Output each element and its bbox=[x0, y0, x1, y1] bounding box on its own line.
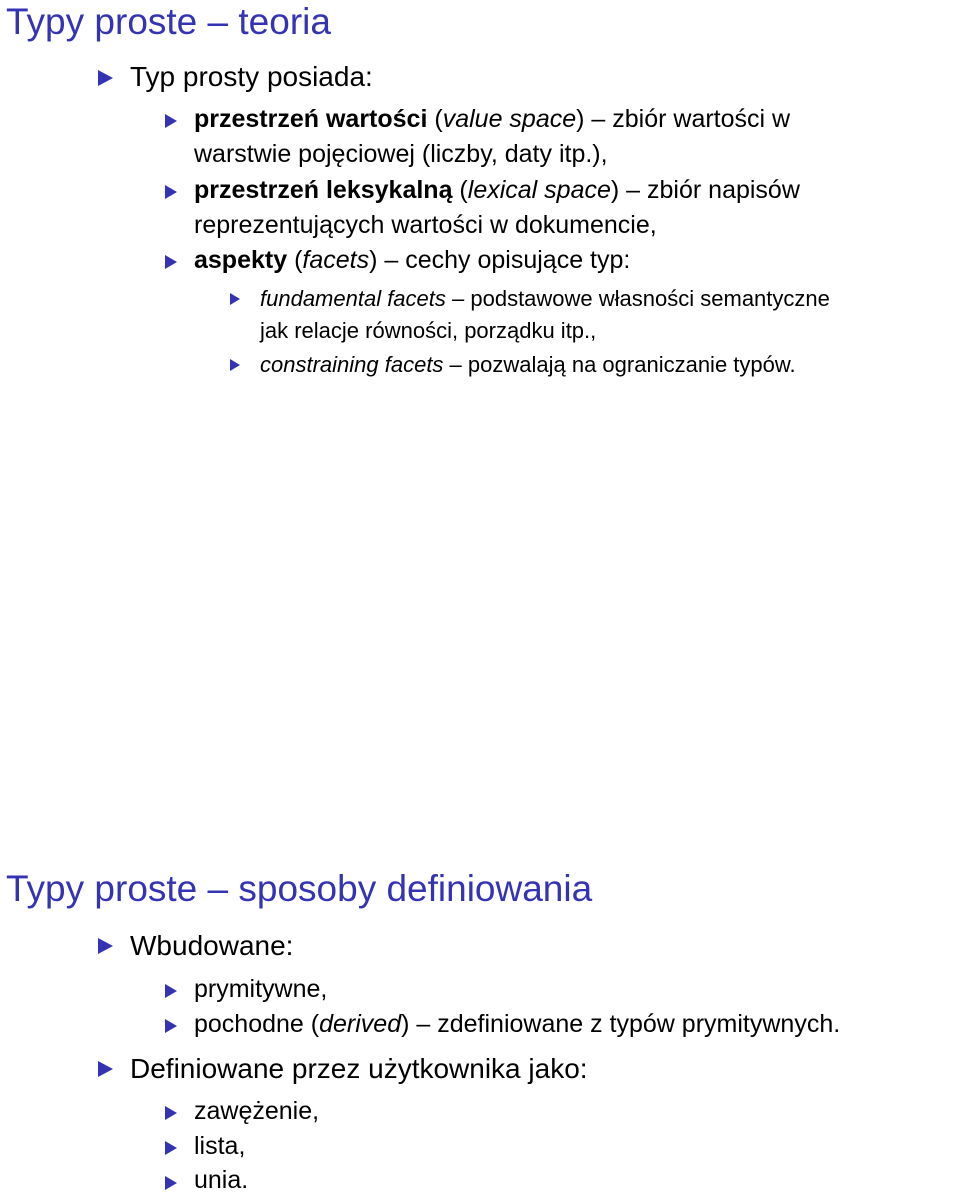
bullet-triangle-icon bbox=[165, 185, 177, 199]
bullet-triangle-icon bbox=[98, 70, 113, 86]
slide-title-2: Typy proste – sposoby definiowania bbox=[6, 868, 593, 909]
sub-item-pochodne: pochodne (derived) – zdefiniowane z typów prymitywnych. bbox=[194, 1010, 841, 1038]
sub-item-value-space: przestrzeń wartości (value space) – zbiór wartości w bbox=[194, 105, 791, 133]
sub-item-lexical-space-line2: reprezentujących wartości w dokumencie, bbox=[194, 211, 657, 239]
sub-item-value-space-line2: warstwie pojęciowej (liczby, daty itp.), bbox=[194, 140, 608, 168]
subsub-item-constraining: constraining facets – pozwalają na ograniczanie typów. bbox=[260, 352, 796, 377]
bullet-triangle-icon bbox=[230, 293, 240, 305]
subsub-item-fundamental-line2: jak relacje równości, porządku itp., bbox=[260, 318, 597, 343]
bullet-triangle-icon bbox=[165, 984, 177, 998]
bullet-triangle-icon bbox=[165, 1141, 177, 1155]
item-typ-prosty: Typ prosty posiada: bbox=[130, 61, 373, 92]
bullet-triangle-icon bbox=[98, 1061, 113, 1077]
bullet-triangle-icon bbox=[165, 1176, 177, 1190]
bullet-triangle-icon bbox=[165, 1106, 177, 1120]
sub-item-lexical-space: przestrzeń leksykalną (lexical space) – zbiór napisów bbox=[194, 176, 800, 204]
sub-item-lista: lista, bbox=[194, 1132, 246, 1160]
sub-item-zawezenie: zawężenie, bbox=[194, 1097, 320, 1125]
sub-item-facets: aspekty (facets) – cechy opisujące typ: bbox=[194, 246, 631, 274]
bullet-triangle-icon bbox=[165, 1019, 177, 1033]
sub-item-prymitywne: prymitywne, bbox=[194, 975, 328, 1003]
bullet-triangle-icon bbox=[98, 938, 113, 954]
item-definiowane: Definiowane przez użytkownika jako: bbox=[130, 1053, 588, 1084]
bullet-triangle-icon bbox=[165, 255, 177, 269]
bullet-triangle-icon bbox=[230, 359, 240, 371]
subsub-item-fundamental: fundamental facets – podstawowe własności semantyczne bbox=[260, 286, 830, 311]
item-wbudowane: Wbudowane: bbox=[130, 930, 294, 961]
sub-item-unia: unia. bbox=[194, 1166, 249, 1194]
slide-title-1: Typy proste – teoria bbox=[6, 1, 331, 42]
bullet-triangle-icon bbox=[165, 114, 177, 128]
